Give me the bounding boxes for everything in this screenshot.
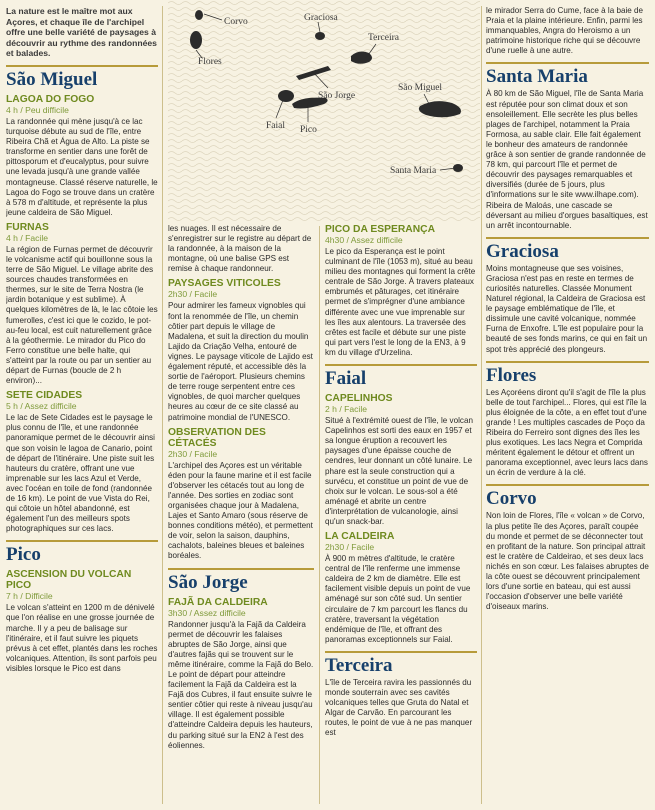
region-title-pico: Pico bbox=[6, 540, 158, 565]
hike-meta: 4 h / Facile bbox=[6, 232, 49, 243]
map-label-pico: Pico bbox=[300, 125, 317, 135]
map-label-santa-maria: Santa Maria bbox=[390, 166, 437, 176]
hike-meta: 2h30 / Facile bbox=[168, 289, 218, 300]
hike-meta: 3h30 / Assez difficile bbox=[168, 607, 246, 618]
azores-map bbox=[168, 0, 480, 222]
intro-text: La nature est le maître mot aux Açores, et chaque île de l'archipel offre une belle variété de paysages à découvrir au rythme des randonnées et balades. bbox=[6, 6, 157, 59]
hike-description: Le volcan s'atteint en 1200 m de dénivelé que l'on réalise en une grosse journée de marche. Il y a peu de balisage sur l'itinéraire, et il faut suivre les piquets prévus à cet effet, plantés dans les roches volcaniques. Attention, ils sont parfois peu visibles lorsque le Pico est dans bbox=[6, 603, 158, 673]
region-title-sao-jorge: São Jorge bbox=[168, 568, 314, 593]
hike-heading-sete-cidades: SETE CIDADES bbox=[6, 390, 83, 402]
continued-text: les nuages. Il est nécessaire de s'enregistrer sur le registre au départ de la randonnée, à la maison de la montagne, où une balise GPS est remise à chaque randonneur. bbox=[168, 224, 312, 274]
continued-text: le mirador Serra do Cume, face à la baie de Praia et la plaine intérieure. Enfin, parmi les immanquables, Angra do Heroismo a un patrimoine historique riche qui se découvre d'une ruelle à une autre. bbox=[486, 6, 644, 56]
column-rule bbox=[319, 226, 320, 804]
island-faial bbox=[278, 90, 294, 102]
map-label-corvo: Corvo bbox=[224, 17, 248, 27]
hike-heading-pico-da-esperanca: PICO DA ESPERANÇA bbox=[325, 224, 436, 235]
region-title-flores: Flores bbox=[486, 361, 649, 386]
region-title-terceira: Terceira bbox=[325, 651, 477, 676]
hike-meta: 2h30 / Facile bbox=[325, 542, 375, 553]
hike-heading-faja-da-caldeira: FAJÃ DA CALDEIRA bbox=[168, 596, 268, 608]
hike-heading-furnas: FURNAS bbox=[6, 221, 49, 233]
map-label-terceira: Terceira bbox=[368, 33, 399, 43]
hike-heading-la-caldeira: LA CALDEIRA bbox=[325, 531, 395, 543]
column-3 bbox=[168, 224, 314, 806]
hike-description: Pour admirer les fameux vignobles qui font la renommée de l'île, un chemin côtier part depuis le village de Madalena, et suit la direction du moulin Lajido da Criação Velha, entouré de vignes. Le paysage viticole de Lajido est également réputé, et accessible dès la sortie de l'aéroport. Plusieurs chemins de terre rouge serpentent entre ces vignobles, de quoi marcher quelques heures au cœur de ce site classé au patrimoine mondial de l'UNESCO. bbox=[168, 301, 313, 422]
map-label-sao-miguel: São Miguel bbox=[398, 83, 443, 93]
region-title-corvo: Corvo bbox=[486, 484, 649, 509]
hike-meta: 2 h / Facile bbox=[325, 404, 368, 415]
hike-description: L'archipel des Açores est un véritable éden pour la faune marine et il est facile d'observer les cétacés tout au long de l'année. Des sorties en zodiac sont organisées chaque jour à Madalena, Lajes et Santo Amaro (sous réserve de bonnes conditions météo), et permettent de voir, selon la saison, dauphins, cachalots, baleines bleues et baleines boréales. bbox=[168, 460, 313, 561]
island-corvo bbox=[195, 10, 203, 20]
hike-meta: 4h30 / Assez difficile bbox=[325, 235, 403, 245]
hike-description: La randonnée qui mène jusqu'à ce lac turquoise débute au sud de l'île, entre Ribeira Chã et Água de Alto. La piste se transforme en sentier dans une forêt de pittosporum et d'eucalyptus, pour suivre une levada jusqu'à une grande vallée montagneuse. Classé réserve naturelle, le Lagoa do Fogo se trouve dans un cratère à 578 m d'altitude, et représente la plus jeune caldeira de São Miguel. bbox=[6, 116, 158, 217]
column-4 bbox=[325, 224, 477, 806]
hike-meta: 5 h / Assez difficile bbox=[6, 401, 77, 412]
hike-description: La région de Furnas permet de découvrir le volcanisme actif qui bouillonne sous la terre de São Miguel. Le village abrite des sources chaudes transformées en thermes, sur le site de Terra Nostra (le jardin botanique y est sublime). À quelques kilomètres de là, le lac côtoie les fumerolles, c'est ici que le cozido, le pot-au-feu local, est cuit naturellement grâce à la géothermie. Le mirador du Pico do Ferro constitue une belle halte, qui s'atteint par la route ou par un sentier au départ de Furnas (boucle de 2 h environ)... bbox=[6, 244, 158, 386]
column-rule bbox=[481, 6, 482, 804]
hike-description: Situé à l'extrémité ouest de l'île, le volcan Capelinhos est sorti des eaux en 1957 et sa longue éruption a recouvert les paysages d'une épaisse couche de cendres, leur donnant un côté lunaire. Le phare est la seule construction qui a survécu, et constitue un point de vue de choix sur le volcan. Le sous-sol a été aménagé et abrite un centre d'interprétation de vulcanologie, ainsi qu'un snack-bar. bbox=[325, 416, 473, 526]
hike-meta: 7 h / Difficile bbox=[6, 591, 53, 602]
hike-heading-paysages-viticoles: PAYSAGES VITICOLES bbox=[168, 278, 281, 290]
column-1 bbox=[6, 6, 158, 806]
region-title-sao-miguel: São Miguel bbox=[6, 65, 158, 90]
map-label-flores: Flores bbox=[198, 57, 222, 67]
region-title-graciosa: Graciosa bbox=[486, 237, 649, 262]
island-description: Non loin de Flores, l'île « volcan » de Corvo, la plus petite île des Açores, paraît coupée du monde et permet de se déconnecter tout en profitant de la nature. Son principal attrait est le cratère de Caldeirao, et ses deux lacs nichés en son cœur. Les falaises abruptes de la côte ouest se découvrent principalement lors d'une sortie en bateau, qui est aussi l'occasion d'observer une belle variété d'oiseaux marins. bbox=[486, 511, 649, 612]
island-graciosa bbox=[315, 32, 325, 40]
hike-heading-lagoa-do-fogo: LAGOA DO FOGO bbox=[6, 93, 95, 105]
hike-heading-capelinhos: CAPELINHOS bbox=[325, 393, 393, 405]
hike-meta: 2h30 / Facile bbox=[168, 448, 218, 459]
hike-description: À 900 m mètres d'altitude, le cratère central de l'île renferme une immense caldeira de 2 km de diamètre. Elle est facilement visible depuis un point de vue aménagé sur son côté sud. Un sentier circulaire de 7 km parcourt les flancs du cratère, traversant la végétation endémique de l'île, et offrant des panoramas exceptionnels sur Faial. bbox=[325, 554, 471, 644]
column-5 bbox=[486, 6, 649, 806]
hike-meta: 4 h / Peu difficile bbox=[6, 104, 69, 115]
map-label-sao-jorge: São Jorge bbox=[318, 91, 356, 101]
island-flores bbox=[190, 31, 202, 49]
hike-heading-observation-cetaces: OBSERVATION DES CÉTACÉS bbox=[168, 426, 266, 449]
island-description: Les Açoréens diront qu'il s'agit de l'île la plus belle de tout l'archipel... Flores, qui est l'île la plus éloignée de la côte, a en effet tout d'une grande ! Les multiples cascades de Poço da Ribeira do Ferreiro sont dignes des îles les plus exotiques. Les lacs Negra et Comprida méritent également le détour et offrent un panorama exceptionnel, avec leurs lacs dans un écrin de verdure à la clé. bbox=[486, 387, 648, 478]
region-title-santa-maria: Santa Maria bbox=[486, 62, 649, 87]
region-title-faial: Faial bbox=[325, 364, 477, 389]
hike-description: Le lac de Sete Cidades est le paysage le plus connu de l'île, et une randonnée panoramique permet de le découvrir ainsi que son voisin le lagoa de Canario, point de départ de l'itinéraire. Une piste suit les hauteurs du cratère, offrant une vue imprenable sur les lacs Azul et Verde, avec l'océan en toile de fond (randonnée de 16 km). Le point de vue Vista do Rei, qui côtoie un hôtel abandonné, est également l'un des meilleurs spots photographiques sur ces lacs. bbox=[6, 413, 155, 534]
map-label-faial: Faial bbox=[266, 121, 285, 131]
island-description: À 80 km de São Miguel, l'île de Santa Maria est réputée pour son climat doux et son ensoleillement. Elle secrète les plus belles plages de l'archipel, notamment la Praia Formosa, au sable clair. Elle fait également le bonheur des amateurs de randonnée grâce à son sentier de grande randonnée de 78 km, qui parcourt l'île et permet de découvrir des paysages remarquables et diversifiés (durée de 5 jours, plus d'informations sur le site www.ilhape.com). Ribeira de Maloás, une cascade se déversant au milieu d'orgues basaltiques, est un arrêt incontournable. bbox=[486, 89, 648, 230]
column-rule bbox=[162, 6, 163, 804]
island-description: Moins montagneuse que ses voisines, Graciosa n'est pas en reste en termes de curiosités naturelles. Classée Monument Naturel régional, la Caldeira de Graciosa est le paysage emblématique de l'île, et dissimule une cavité volcanique, nommée Furna de Enxofre. L'île est populaire pour la beauté de ses fonds marins, ce qui en fait un spot très apprécié des plongeurs. bbox=[486, 263, 648, 354]
hike-description: Le pico da Esperança est le point culminant de l'île (1053 m), situé au beau milieu des montagnes qui forment la crête centrale de São Jorge. À travers plateaux embrumés et pâturages, cet itinéraire permet de s'imprégner d'une ambiance différente avec une vue imprenable sur les îles aux alentours. La traversée des crêtes est facile et débute sur une piste qui part vers l'est le long de la EN3, à 9 km du village d'Urzelina. bbox=[325, 247, 476, 357]
hike-heading-ascension-pico: ASCENSION DU VOLCAN PICO bbox=[6, 569, 132, 592]
island-description: L'île de Terceira ravira les passionnés du monde souterrain avec ses cavités volcaniques telles que Gruta do Natal et Algar de Carvão. En parcourant les routes, le point de vue à ne pas manquer est bbox=[325, 677, 473, 738]
map-label-graciosa: Graciosa bbox=[304, 13, 338, 23]
hike-description: Randonner jusqu'à la Fajã da Caldeira permet de découvrir les falaises abruptes de São Jorge, ainsi que d'autres fajãs qui se trouvent sur le même itinéraire, comme la Fajã do Belo. Le point de départ pour atteindre facilement la Fajã da Caldeira est la Fajã dos Cubres, il faut ensuite suivre le sentier côtier qui reste à niveau jusqu'au village. Il est également possible d'atteindre Caldeira depuis les hauteurs, du parking situé sur la EN2 à l'est des éoliennes. bbox=[168, 619, 314, 750]
